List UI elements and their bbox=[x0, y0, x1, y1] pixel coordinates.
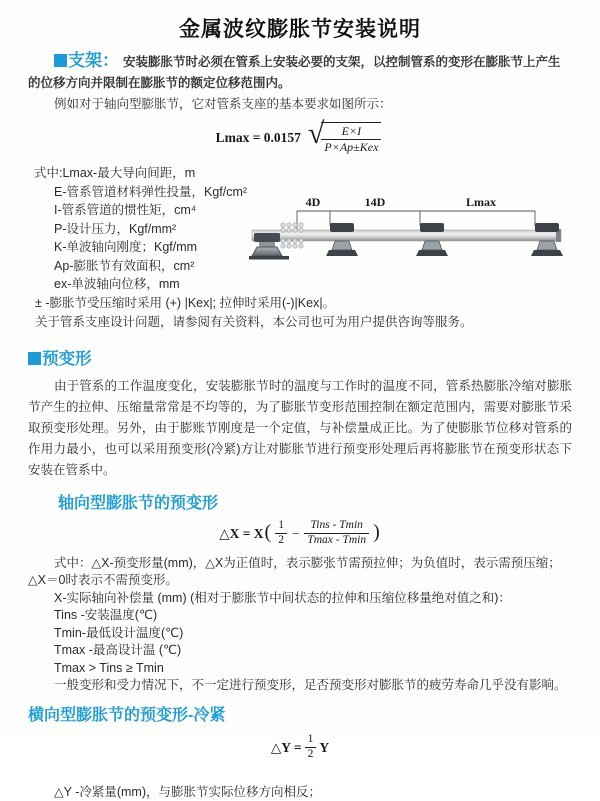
axial-note: Tins -安装温度(℃) bbox=[54, 608, 158, 622]
pipe bbox=[252, 230, 561, 241]
axial-note: 一般变形和受力情况下，不一定进行预变形，足否预变形对膨胀节的疲劳寿命几乎没有影响。 bbox=[54, 678, 567, 692]
sqrt-denominator: P×Ap±Kex bbox=[321, 139, 381, 154]
dim-label-14d: 14D bbox=[364, 195, 386, 209]
formula-dx-lhs: △X = X bbox=[219, 525, 264, 541]
note-consult: 关于管系支座设计问题，请参阅有关资料，本公司也可为用户提供咨询等服务。 bbox=[35, 314, 473, 329]
axial-notes bbox=[28, 555, 572, 695]
definition-item: Ap-膨胀节有效面积，cm² bbox=[54, 258, 195, 273]
definition-item: P-设计压力，Kgf/mm² bbox=[54, 221, 177, 236]
support-intro-text: 安装膨胀节时必须在管系上安装必要的支架，以控制管系的变形在膨胀节上产生的位移方向并限制在膨胀节的额定位移范围内。 bbox=[28, 55, 561, 90]
formula-delta-y bbox=[0, 727, 600, 769]
temperature-fraction bbox=[304, 519, 369, 548]
half-numerator: 1 bbox=[307, 733, 314, 746]
support-section-heading: 支架： bbox=[68, 51, 119, 70]
axial-note: Tmax > Tins ≥ Tmin bbox=[54, 660, 164, 675]
axial-note: X-实际轴向补偿量 (mm) (相对于膨胀节中间状态的拉伸和压缩位移量绝对值之和)： bbox=[54, 590, 511, 605]
lateral-note: △Y -冷紧量(mm)，与膨胀节实际位移方向相反； bbox=[54, 784, 322, 799]
formula-lmax-lhs: Lmax = 0.0157 bbox=[215, 130, 301, 145]
predeform-heading-text: 预变形 bbox=[42, 349, 92, 368]
temp-denominator: Tmax - Tmin bbox=[304, 533, 369, 548]
definition-item: E-管系管道材料弹性投量，Kgf/cm² bbox=[54, 184, 248, 199]
dim-label-4d: 4D bbox=[305, 195, 321, 209]
temp-numerator: Tins - Tmin bbox=[310, 519, 363, 532]
pipe-support-diagram bbox=[245, 188, 595, 270]
radical-sign: √ bbox=[307, 117, 325, 151]
right-paren: ) bbox=[373, 521, 380, 543]
section-marker-square bbox=[28, 352, 41, 365]
definition-item: 式中:Lmax-最大导向间距，m bbox=[34, 166, 196, 180]
sqrt-fraction bbox=[321, 122, 381, 154]
sqrt-numerator: E×I bbox=[341, 124, 362, 139]
note-plus-minus: ± -膨胀节受压缩时采用 (+) |Kex|; 拉伸时采用(-)|Kex|。 bbox=[35, 295, 336, 310]
definition-item: ex-单波轴向位移，mm bbox=[54, 277, 180, 291]
support-example-line: 例如对于轴向型膨胀节，它对管系支座的基本要求如图所示： bbox=[54, 97, 392, 111]
half-denominator: 2 bbox=[305, 747, 317, 762]
half-fraction bbox=[275, 519, 287, 548]
definition-item: I-管系管道的惯性矩，cm⁴ bbox=[54, 203, 197, 217]
axial-note: Tmin-最低设计温度(℃) bbox=[54, 625, 184, 640]
section-marker-square bbox=[54, 54, 67, 67]
support-notes bbox=[28, 294, 572, 332]
predeform-paragraph: 由于管系的工作温度变化，安装膨胀节时的温度与工作时的温度不同，管系热膨胀冷缩对膨胀节产生的拉伸、压缩量常常是不均等的，为了膨胀节变形范围控制在额定范围内，需要对膨胀节采取预变形处理。另外，由于膨账节刚度是一个定值，与补偿量成正比。为了使膨胀节位移对管系的作用力最小，也可以采用预变形(冷紧)方让对膨胀节进行预变形处理后再将膨胀节在预变形状态下安装在管系中。 bbox=[28, 378, 572, 477]
formula-dy-lhs: △Y = bbox=[270, 739, 302, 755]
axial-note: Tmax -最高设计温 (℃) bbox=[54, 643, 182, 657]
predeform-section-heading bbox=[28, 345, 600, 369]
half-fraction bbox=[305, 733, 317, 762]
formula-dy-rhs: Y bbox=[319, 739, 330, 755]
formula-delta-x bbox=[0, 516, 600, 552]
formula-lmax bbox=[0, 117, 600, 159]
page-title: 金属波纹膨胀节安装说明 bbox=[179, 18, 421, 41]
definition-item: K-单波轴向刚度；Kgf/mm bbox=[54, 240, 198, 254]
axial-subheading: 轴向型膨胀节的预变形 bbox=[58, 494, 219, 512]
sqrt-radical-group bbox=[307, 117, 384, 154]
lateral-subheading: 横向型膨胀节的预变形-冷紧 bbox=[28, 706, 226, 724]
minus-sign: − bbox=[291, 525, 300, 541]
half-denominator: 2 bbox=[275, 533, 287, 548]
dim-label-lmax: Lmax bbox=[466, 195, 496, 209]
axial-note: 式中：△X-预变形量(mm)，△X为正值时，表示膨张节需预拉伸；为负值时，表示需预压缩；△X＝0时表示不需预变形。 bbox=[28, 555, 561, 587]
half-numerator: 1 bbox=[278, 519, 284, 532]
support-intro-paragraph bbox=[28, 50, 572, 94]
left-paren: ( bbox=[264, 521, 272, 543]
